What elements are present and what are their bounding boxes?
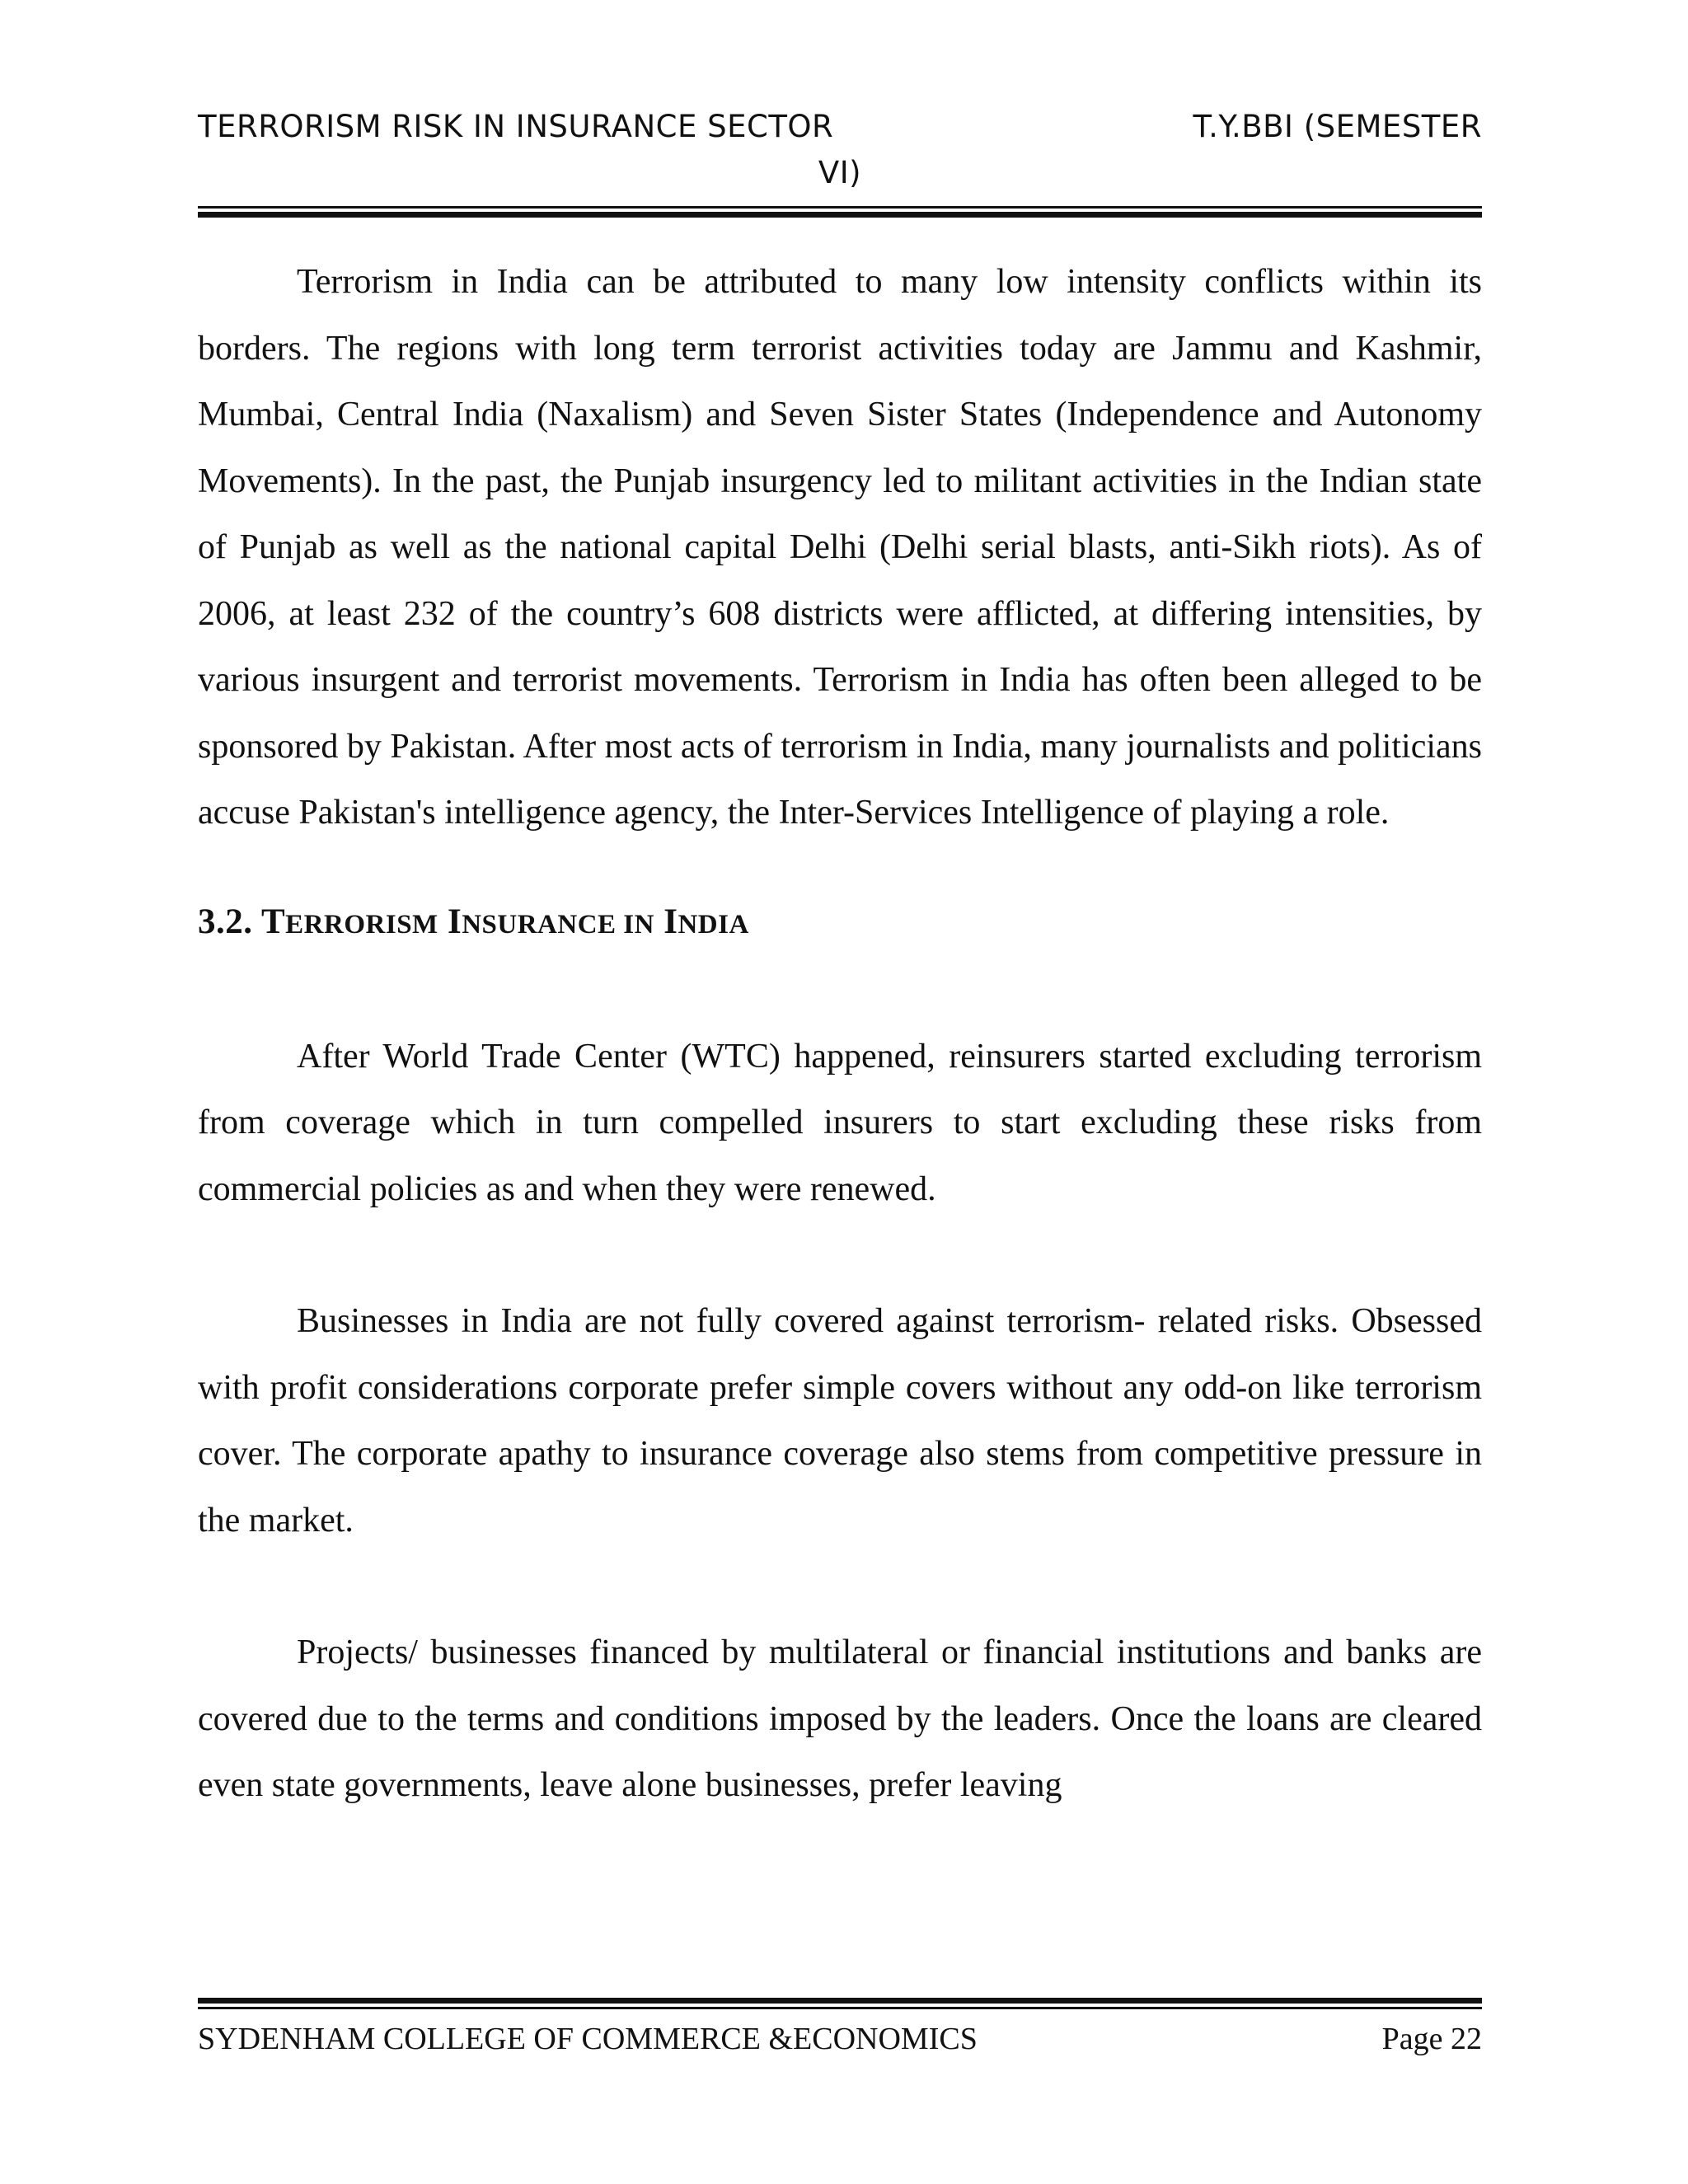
footer-rule-thick	[198, 1998, 1482, 2004]
spacer	[198, 1554, 1482, 1619]
heading-word-2-rest: NSURANCE IN	[462, 909, 654, 940]
header-rule	[198, 206, 1482, 218]
paragraph-projects: Projects/ businesses financed by multilateral or financial institutions and banks are covered due to the terms and conditions imposed by the leaders. Once the loans are cleared even state governments, leave alone businesses, prefer leaving	[198, 1633, 1482, 1804]
header-course-wrap: VI)	[818, 155, 862, 190]
page-number: Page 22	[1381, 2022, 1482, 2056]
header-rule-thick	[198, 212, 1482, 218]
heading-word-1-cap: T	[260, 902, 286, 941]
heading-word-2-cap: I	[438, 902, 462, 941]
header-title: TERRORISM RISK IN INSURANCE SECTOR	[198, 109, 834, 144]
footer-college: SYDENHAM COLLEGE OF COMMERCE &ECONOMICS	[198, 2022, 978, 2056]
footer-rule	[198, 1998, 1482, 2013]
heading-number: 3.2.	[198, 902, 261, 941]
heading-word-3-cap: I	[654, 902, 678, 941]
heading-word-3-rest: NDIA	[678, 909, 749, 940]
spacer	[198, 958, 1482, 1024]
header-course: T.Y.BBI (SEMESTER	[1193, 109, 1482, 144]
paragraph-wtc: After World Trade Center (WTC) happened, reinsurers started excluding terrorism from coverage which in turn compelled insurers to start excluding these risks from commercial policies as and when they were renewed.	[198, 1037, 1482, 1208]
heading-word-1-rest: ERRORISM	[285, 909, 438, 940]
section-heading	[198, 889, 1482, 958]
header-rule-thin	[198, 206, 1482, 209]
page-content	[198, 249, 1482, 1819]
paragraph-businesses: Businesses in India are not fully covered against terrorism- related risks. Obsessed with profit considerations corporate prefer simple covers without any odd-on like terrorism cover. The corporate apathy to insurance coverage also stems from competitive pressure in the market.	[198, 1302, 1482, 1540]
page-header	[198, 99, 1482, 198]
paragraph-terrorism-in-india: Terrorism in India can be attributed to many low intensity conflicts within its borders. The regions with long term terrorist activities today are Jammu and Kashmir, Mumbai, Central India (Naxalism) and Seven Sister States (Independence and Autonomy Movements). In the past, the Punjab insurgency led to militant activities in the Indian state of Punjab as well as the national capital Delhi (Delhi serial blasts, anti-Sikh riots). As of 2006, at least 232 of the country’s 608 districts were afflicted, at differing intensities, by various insurgent and terrorist movements. Terrorism in India has often been alleged to be sponsored by Pakistan. After most acts of terrorism in India, many journalists and politicians accuse Pakistan's intelligence agency, the Inter-Services Intelligence of playing a role.	[198, 263, 1482, 832]
footer-rule-thin	[198, 2007, 1482, 2009]
document-page	[198, 0, 1482, 2184]
spacer	[198, 1222, 1482, 1288]
